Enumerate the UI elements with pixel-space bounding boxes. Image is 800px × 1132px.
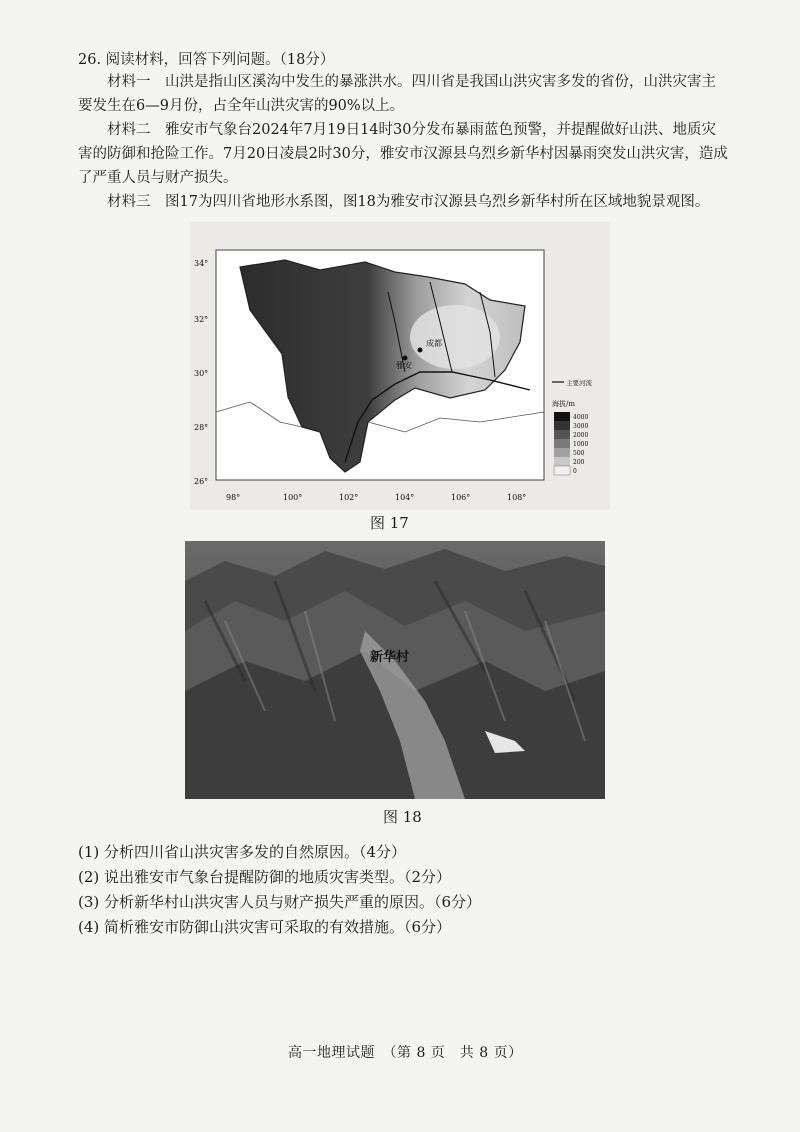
- elev-swatch: [554, 412, 570, 421]
- subquestion-4: (4) 简析雅安市防御山洪灾害可采取的有效措施。（6分）: [78, 918, 452, 936]
- elev-swatch: [554, 448, 570, 457]
- lat-tick: 28°: [194, 423, 209, 432]
- chengdu-label: 成都: [426, 339, 442, 348]
- material-two: 材料二 雅安市气象台2024年7月19日14时30分发布暴雨蓝色预警，并提醒做好山洪、地质灾害的防御和抢险工作。7月20日凌晨2时30分，雅安市汉源县乌烈乡新华村因暴雨突发山洪灾害，造成了严重人员与财产损失。: [78, 122, 728, 186]
- yaan-dot: [403, 356, 408, 361]
- subquestion-2: (2) 说出雅安市气象台提醒防御的地质灾害类型。（2分）: [78, 868, 452, 886]
- subquestion-1: (1) 分析四川省山洪灾害多发的自然原因。（4分）: [78, 843, 407, 861]
- chengdu-dot: [418, 348, 423, 353]
- material-three: 材料三 图17为四川省地形水系图，图18为雅安市汉源县乌烈乡新华村所在区域地貌景观图。: [107, 194, 710, 210]
- lon-tick: 106°: [451, 493, 471, 502]
- figure-17-map: [190, 222, 610, 510]
- elev-swatch: [554, 466, 570, 475]
- subquestion-3: (3) 分析新华村山洪灾害人员与财产损失严重的原因。（6分）: [78, 893, 482, 911]
- elev-level: 4000: [573, 414, 589, 421]
- elev-level: 0: [573, 468, 577, 475]
- mountain-landscape-image: [185, 541, 605, 799]
- figure-17-caption: 图 17: [370, 514, 409, 532]
- lat-tick: 26°: [194, 477, 209, 486]
- sichuan-topography-map: [190, 222, 610, 510]
- elev-level: 500: [573, 450, 585, 457]
- elev-swatch: [554, 439, 570, 448]
- lat-tick: 32°: [194, 315, 209, 324]
- lon-tick: 98°: [226, 493, 241, 502]
- elev-swatch: [554, 457, 570, 466]
- figure-18-caption: 图 18: [383, 808, 422, 826]
- yaan-label: 雅安: [396, 361, 412, 370]
- material-one: 材料一 山洪是指山区溪沟中发生的暴涨洪水。四川省是我国山洪灾害多发的省份，山洪灾害主要发生在6—9月份，占全年山洪灾害的90%以上。: [78, 74, 716, 114]
- lat-tick: 34°: [194, 259, 209, 268]
- lon-tick: 104°: [395, 493, 415, 502]
- lat-tick: 30°: [194, 369, 209, 378]
- elev-level: 2000: [573, 432, 589, 439]
- elev-swatch: [554, 421, 570, 430]
- xinhua-village-label: 新华村: [370, 650, 410, 665]
- lon-tick: 100°: [283, 493, 303, 502]
- page-footer: 高一地理试题 （第 8 页 共 8 页）: [288, 1045, 523, 1061]
- elev-swatch: [554, 430, 570, 439]
- elev-level: 200: [573, 459, 585, 466]
- lon-tick: 108°: [507, 493, 527, 502]
- question-header: 26. 阅读材料，回答下列问题。（18分）: [78, 52, 335, 68]
- figure-18-landscape-photo: [185, 541, 605, 799]
- lon-tick: 102°: [339, 493, 359, 502]
- river-legend-label: 主要河流: [566, 379, 592, 387]
- elevation-legend-title: 海拔/m: [552, 400, 575, 408]
- elev-level: 1000: [573, 441, 589, 448]
- elev-level: 3000: [573, 423, 589, 430]
